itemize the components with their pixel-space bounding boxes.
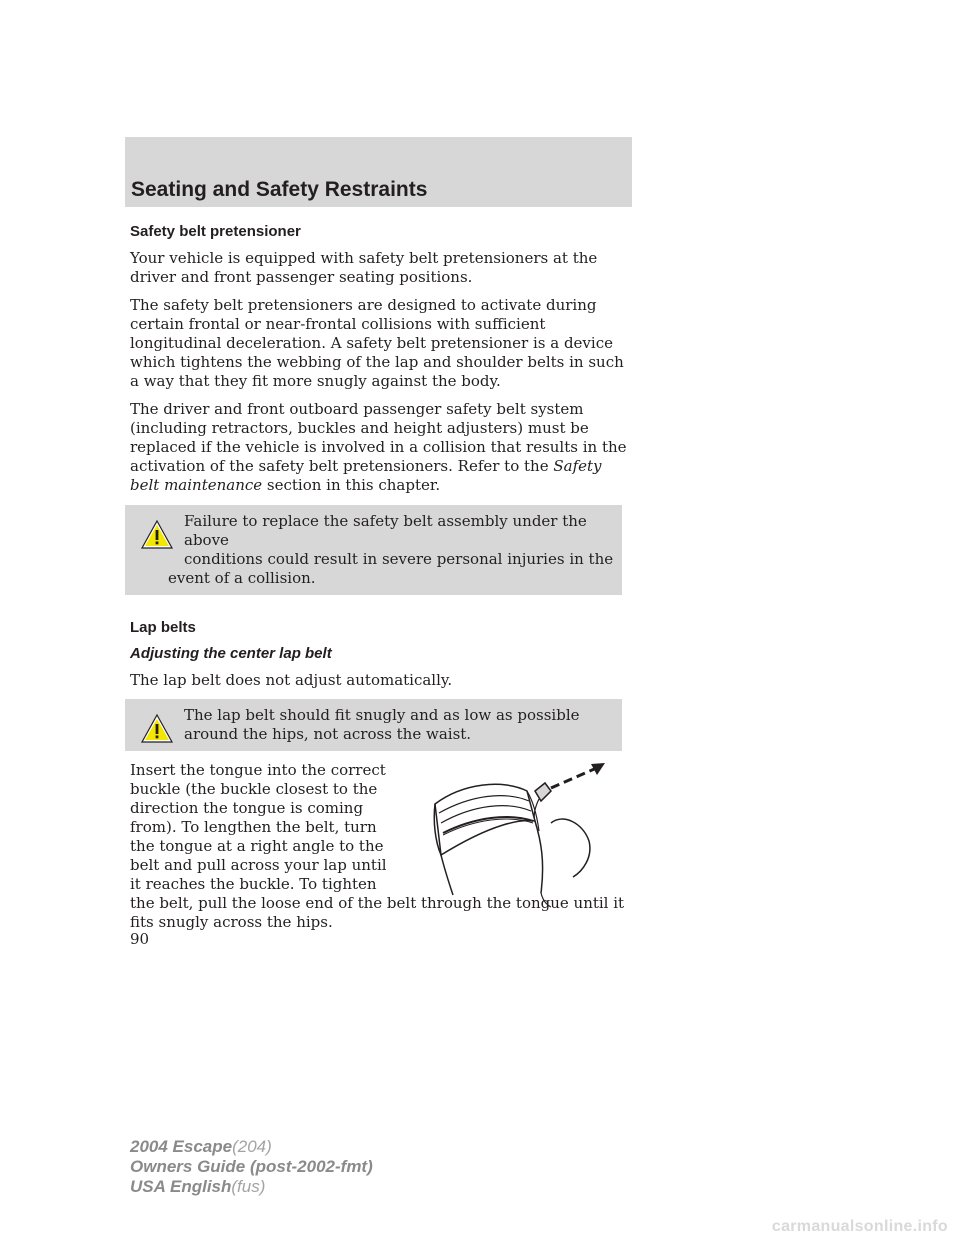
lap-belt-warning-box [125, 699, 622, 751]
pretensioner-para-1: Your vehicle is equipped with safety belt pretensioners at the driver and front passenger seating positions. [130, 249, 598, 286]
main-content [130, 223, 632, 941]
footer-model: 2004 Escape [130, 1137, 233, 1156]
para-3-text-before: The driver and front outboard passenger safety belt system (including retractors, buckles and height adjusters) must be replaced if the vehicle is involved in a collision that results in the activation of the safety belt pretensioners. Refer to the [130, 400, 627, 475]
page-title: Seating and Safety Restraints [131, 178, 428, 201]
warning-triangle-icon [140, 518, 174, 552]
lap-belt-warning-text: The lap belt should fit snugly and as low as possible around the hips, not across the waist. [184, 706, 580, 743]
footer-line-2 [130, 1157, 373, 1177]
footer-line-1 [130, 1137, 373, 1157]
section-header-band [125, 137, 632, 207]
footer-guide: Owners Guide (post-2002-fmt) [130, 1157, 373, 1176]
pretensioner-warning-box [125, 505, 622, 595]
lap-belts-heading: Lap belts [130, 619, 196, 636]
maintenance-reference: Safety belt maintenance [130, 457, 602, 494]
pretensioner-warning-rest: conditions could result in severe personal injuries in the event of a collision. [168, 550, 614, 587]
footer-model-code: (204) [232, 1137, 272, 1156]
page-number: 90 [130, 930, 150, 948]
lap-belt-illustration [423, 761, 623, 911]
warning-triangle-icon [140, 712, 174, 746]
footer-line-3 [130, 1177, 373, 1197]
footer-language-code: (fus) [231, 1177, 266, 1196]
document-footer [130, 1137, 373, 1197]
para-3-text-after: section in this chapter. [262, 476, 441, 494]
pretensioner-warning-line-1: Failure to replace the safety belt assembly under the above [184, 512, 587, 549]
watermark: carmanualsonline.info [771, 1218, 948, 1235]
pretensioner-para-2: The safety belt pretensioners are designed to activate during certain frontal or near-frontal collisions with sufficient longitudinal deceleration. A safety belt pretensioner is a device which tightens the webbing of the lap and shoulder belts in such a way that they fit more snugly against the body. [130, 296, 624, 390]
pretensioner-heading: Safety belt pretensioner [130, 223, 301, 240]
lap-belt-instructions [130, 761, 632, 932]
pretensioner-para-3 [130, 400, 632, 495]
center-lap-belt-subheading: Adjusting the center lap belt [130, 645, 332, 662]
lap-belt-para-2: Insert the tongue into the correct buckle (the buckle closest to the direction the tongue is coming from). To lengthen the belt, turn the tongue at a right angle to the belt and pull across your lap until it reaches the buckle. To tighten the belt, pull the loose end of the belt through the tongue until it fits snugly across the hips. [130, 761, 632, 932]
footer-language: USA English [130, 1177, 232, 1196]
lap-belt-para-1: The lap belt does not adjust automatically. [130, 671, 453, 689]
